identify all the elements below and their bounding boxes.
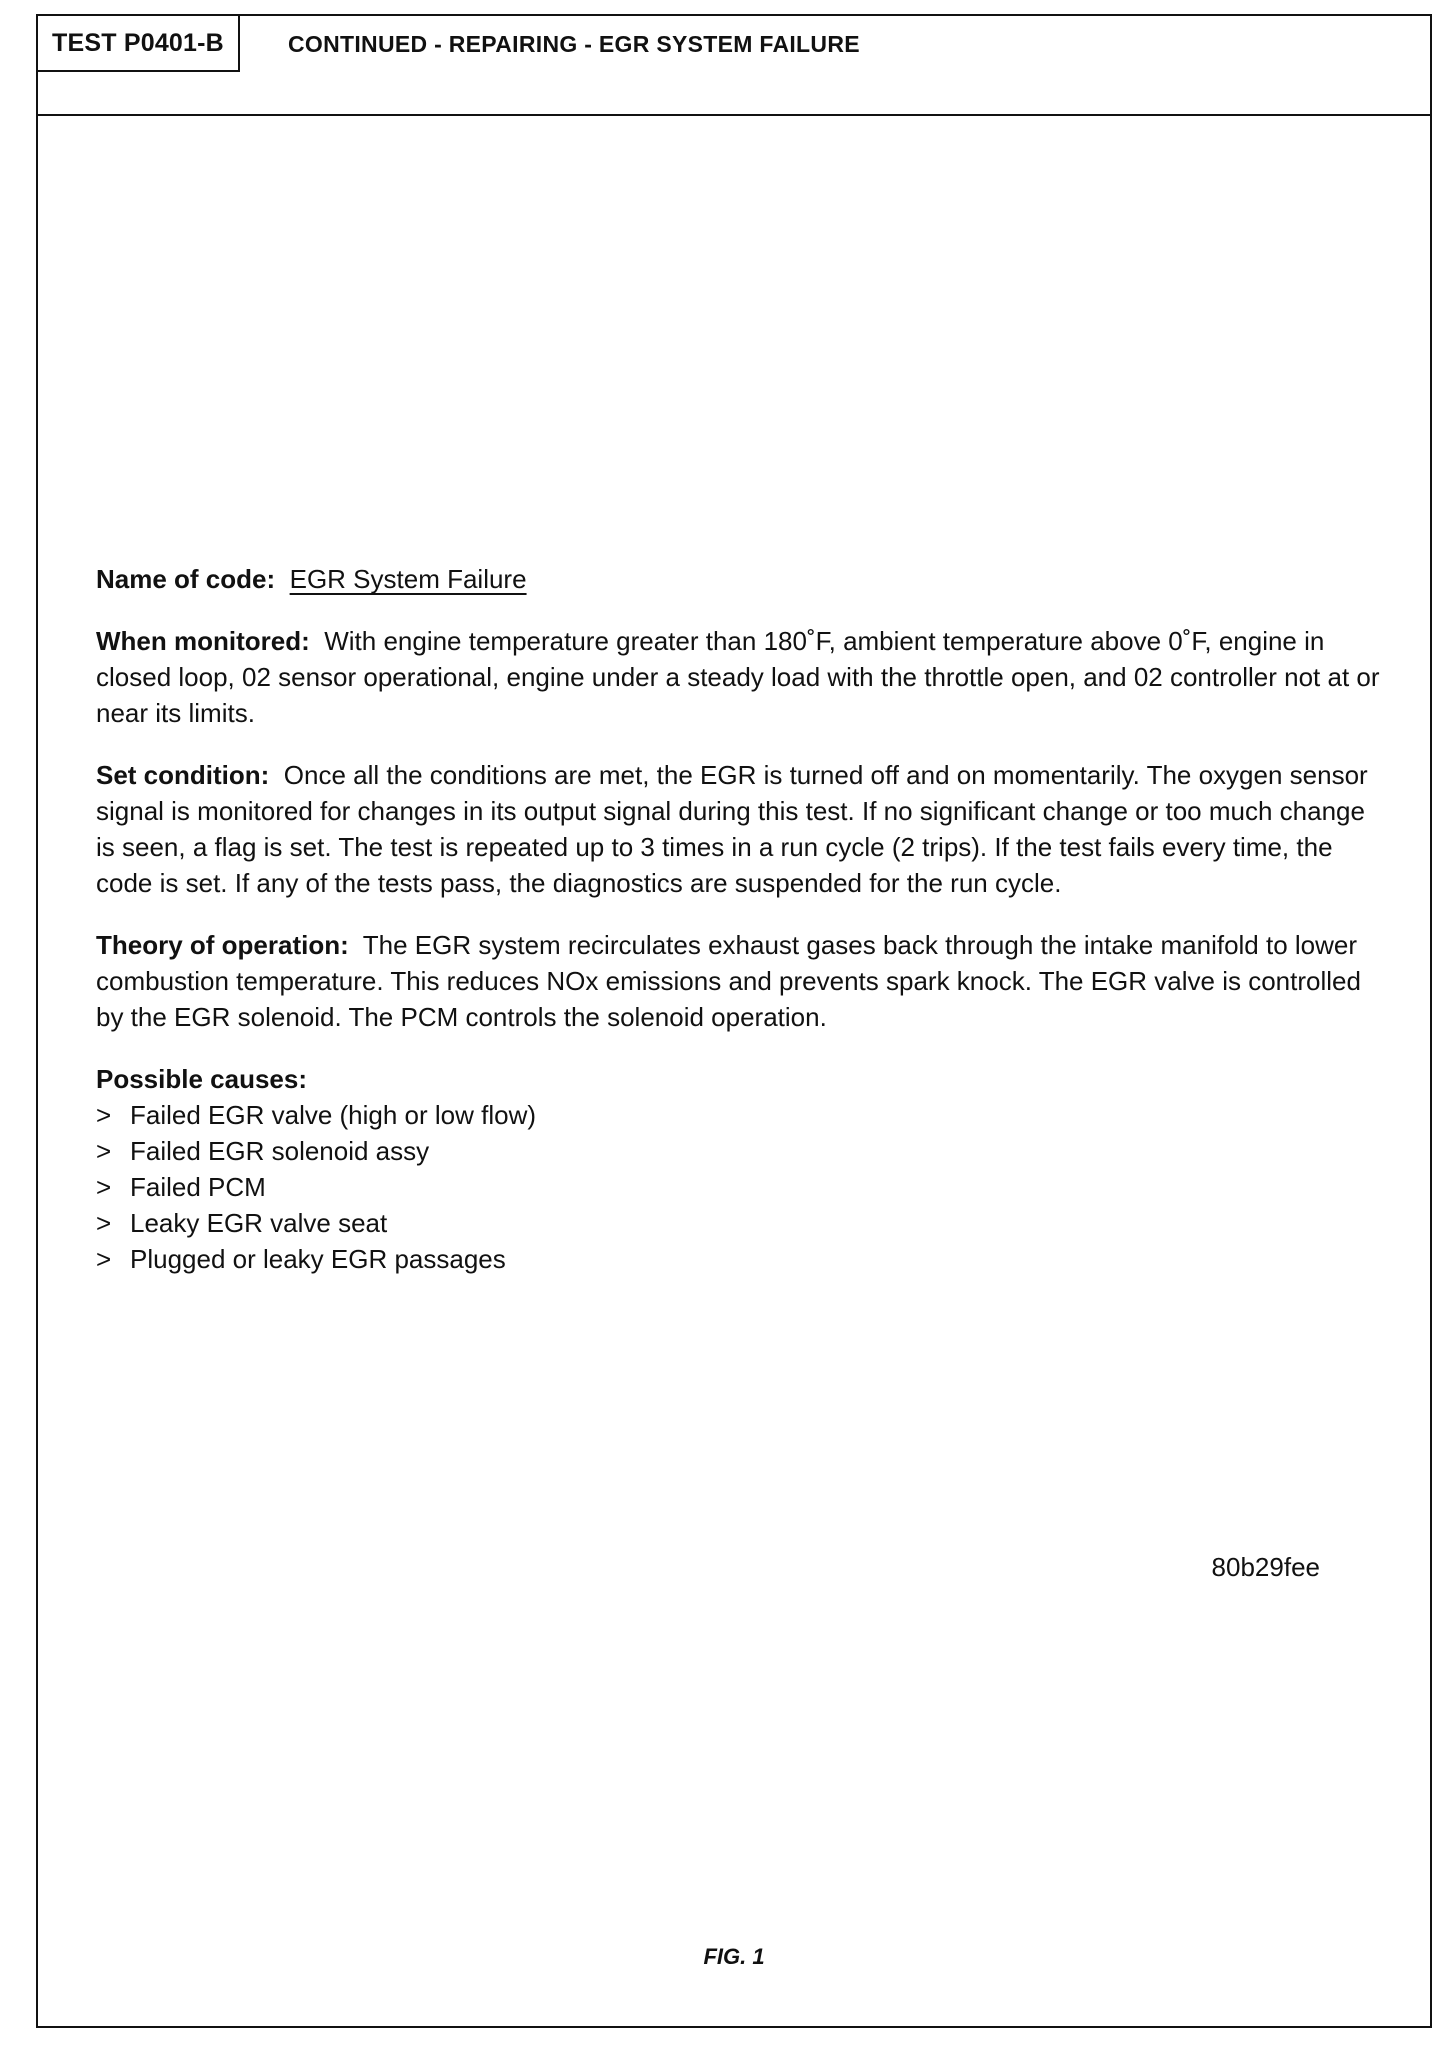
when-monitored-label: When monitored: bbox=[96, 626, 310, 656]
bullet-marker: > bbox=[96, 1208, 112, 1238]
cause-text: Leaky EGR valve seat bbox=[130, 1208, 388, 1238]
set-condition-paragraph bbox=[96, 757, 1386, 901]
test-id: TEST P0401-B bbox=[52, 28, 224, 57]
possible-causes-label: Possible causes: bbox=[96, 1064, 307, 1094]
possible-causes-list bbox=[96, 1097, 1386, 1277]
header-row bbox=[38, 16, 1430, 116]
name-of-code-value: EGR System Failure bbox=[289, 564, 527, 594]
when-monitored-text: With engine temperature greater than 180˚F, ambient temperature above 0˚F, engine in closed loop, 02 sensor operational, engine under a steady load with the throttle open, and 02 controller not at or near its limits. bbox=[96, 626, 1380, 728]
list-item bbox=[96, 1133, 1386, 1169]
cause-text: Plugged or leaky EGR passages bbox=[130, 1244, 506, 1274]
bullet-marker: > bbox=[96, 1136, 112, 1166]
theory-of-operation-text: The EGR system recirculates exhaust gases back through the intake manifold to lower combustion temperature. This reduces NOx emissions and prevents spark knock. The EGR valve is controlled by the EGR solenoid. The PCM controls the solenoid operation. bbox=[96, 930, 1361, 1032]
bullet-marker: > bbox=[96, 1172, 112, 1202]
name-of-code-paragraph bbox=[96, 561, 1386, 597]
cause-text: Failed PCM bbox=[130, 1172, 266, 1202]
header-title bbox=[288, 16, 860, 72]
cause-text: Failed EGR valve (high or low flow) bbox=[130, 1100, 537, 1130]
theory-of-operation-label: Theory of operation: bbox=[96, 930, 349, 960]
bullet-marker: > bbox=[96, 1244, 112, 1274]
cause-text: Failed EGR solenoid assy bbox=[130, 1136, 430, 1166]
list-item bbox=[96, 1205, 1386, 1241]
bullet-marker: > bbox=[96, 1100, 112, 1130]
theory-of-operation-paragraph bbox=[96, 927, 1386, 1035]
possible-causes-section bbox=[96, 1061, 1386, 1277]
set-condition-text: Once all the conditions are met, the EGR is turned off and on momentarily. The oxygen sensor signal is monitored for changes in its output signal during this test. If no significant change or too much change is seen, a flag is set. The test is repeated up to 3 times in a run cycle (2 trips). If the test fails every time, the code is set. If any of the tests pass, the diagnostics are suspended for the run cycle. bbox=[96, 760, 1368, 898]
content-body bbox=[96, 561, 1386, 1277]
page-title: CONTINUED - REPAIRING - EGR SYSTEM FAILURE bbox=[288, 30, 860, 57]
set-condition-label: Set condition: bbox=[96, 760, 270, 790]
list-item bbox=[96, 1097, 1386, 1133]
figure-label: FIG. 1 bbox=[703, 1944, 765, 1969]
list-item bbox=[96, 1169, 1386, 1205]
document-frame bbox=[36, 14, 1432, 2028]
list-item bbox=[96, 1241, 1386, 1277]
name-of-code-label: Name of code: bbox=[96, 564, 276, 594]
reference-code: 80b29fee bbox=[1211, 1552, 1320, 1582]
test-id-box bbox=[38, 16, 240, 72]
when-monitored-paragraph bbox=[96, 623, 1386, 731]
